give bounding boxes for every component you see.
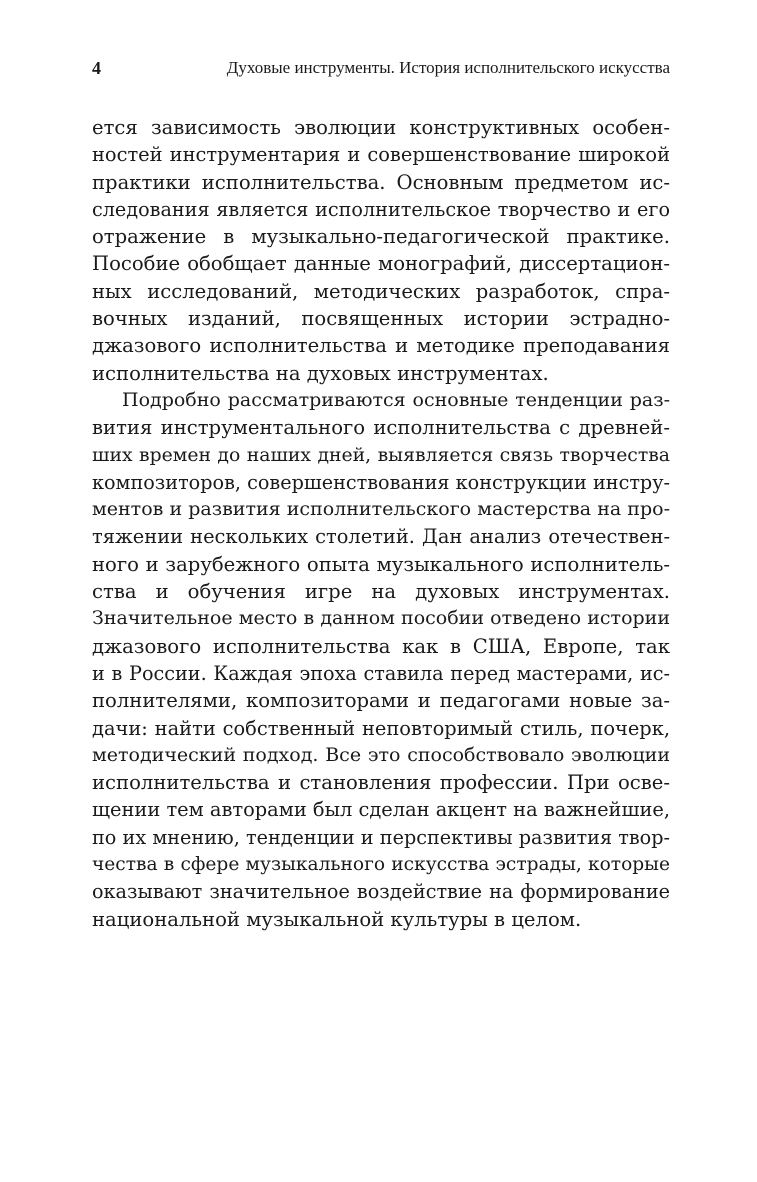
body-text bbox=[92, 114, 670, 933]
text-line: джазового исполнительства как в США, Европе, так bbox=[92, 634, 670, 658]
text-line: джазового исполнительства и методике преподавания bbox=[92, 334, 670, 358]
text-line: ших времен до наших дней, выявляется связь творчества bbox=[92, 444, 670, 466]
text-line: Пособие обобщает данные монографий, диссертацион- bbox=[92, 252, 670, 276]
text-line: ных исследований, методических разработок, спра- bbox=[92, 279, 670, 303]
text-line: национальной музыкальной культуры в целом. bbox=[92, 907, 582, 931]
text-line: ется зависимость эволюции конструктивных особен- bbox=[92, 116, 670, 139]
text-line: Подробно рассматриваются основные тенденции раз- bbox=[122, 388, 670, 411]
text-line: следования является исполнительское творчество и его bbox=[92, 197, 670, 221]
paragraph-1 bbox=[92, 114, 670, 387]
text-line: тяжении нескольких столетий. Дан анализ отечествен- bbox=[92, 525, 670, 549]
text-line: ного и зарубежного опыта музыкального исполнитель- bbox=[92, 552, 670, 576]
text-line: практики исполнительства. Основным предметом ис- bbox=[92, 170, 670, 194]
paragraph-2 bbox=[92, 387, 670, 933]
text-line: методический подход. Все это способствовало эволюции bbox=[92, 743, 670, 766]
text-line: ментов и развития исполнительского мастерства на про- bbox=[92, 498, 670, 521]
text-line: по их мнению, тенденции и перспективы развития твор- bbox=[92, 825, 670, 849]
text-line: оказывают значительное воздействие на формирование bbox=[92, 880, 670, 904]
text-line: исполнительства на духовых инструментах. bbox=[92, 361, 549, 385]
text-line: Значительное место в данном пособии отведено истории bbox=[92, 607, 670, 630]
text-line: и в России. Каждая эпоха ставила перед мастерами, ис- bbox=[92, 661, 670, 685]
text-line: ства и обучения игре на духовых инструментах. bbox=[92, 580, 670, 604]
text-line: дачи: найти собственный неповторимый стиль, почерк, bbox=[92, 716, 670, 740]
text-line: вочных изданий, посвященных истории эстрадно- bbox=[92, 307, 670, 331]
text-line: ностей инструментария и совершенствование широкой bbox=[92, 143, 670, 167]
page-number: 4 bbox=[92, 58, 101, 78]
running-header bbox=[92, 56, 670, 80]
text-line: полнителями, композиторами и педагогами новые за- bbox=[92, 689, 670, 713]
text-line: вития инструментального исполнительства с древней- bbox=[92, 416, 670, 440]
text-line: композиторов, совершенствования конструкции инстру- bbox=[92, 470, 670, 494]
text-line: исполнительства и становления профессии. При осве- bbox=[92, 771, 670, 795]
text-line: отражение в музыкально-педагогической практике. bbox=[92, 225, 670, 249]
text-line: чества в сфере музыкального искусства эстрады, которые bbox=[92, 854, 670, 876]
text-line: щении тем авторами был сделан акцент на важнейшие, bbox=[92, 798, 671, 822]
running-header-title: Духовые инструменты. История исполнительского искусства bbox=[226, 58, 670, 77]
